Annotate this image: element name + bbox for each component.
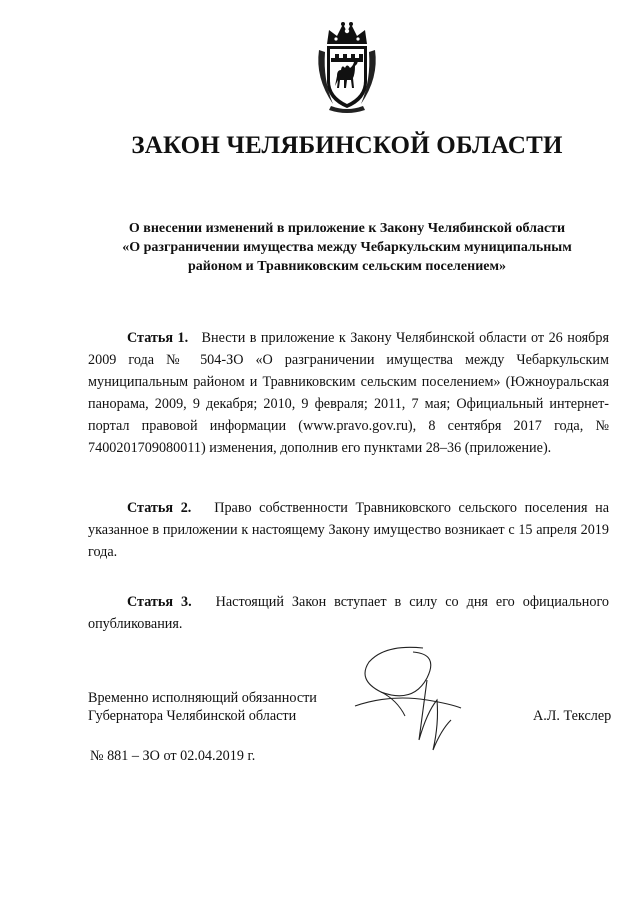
signer-position-line: Временно исполняющий обязанности — [88, 690, 317, 706]
law-number: № 881 – ЗО от 02.04.2019 г. — [90, 748, 256, 764]
subtitle-line: районом и Травниковским сельским поселением» — [187, 259, 507, 274]
article-text: Внести в приложение к Закону Челябинской области от 26 ноября 2009 года № 504-ЗО «О разграничении имущества между Чебаркульским муниципальным районом и Травниковским сельским поселением» (Южноуральская панорама, 2009, 9 декабря; 2010, 9 февраля; 2011, 7 мая; Официальный интернет-портал правовой информации (www.pravo.gov.ru), 8 сентября 2017 года, № 7400201709080011) изменения, дополнив его пунктами 28–36 (приложение). — [88, 330, 610, 456]
article-2 — [88, 497, 609, 563]
law-title: ЗАКОН ЧЕЛЯБИНСКОЙ ОБЛАСТИ — [131, 132, 563, 159]
signer-position-line: Губернатора Челябинской области — [88, 708, 297, 724]
article-label: Статья 1. — [127, 330, 189, 346]
article-3 — [88, 591, 609, 635]
subtitle-line: О внесении изменений в приложение к Закону Челябинской области — [128, 221, 566, 236]
article-1 — [88, 327, 609, 459]
article-label: Статья 3. — [127, 594, 192, 610]
law-subtitle — [100, 219, 594, 276]
handwritten-signature-icon — [335, 640, 475, 760]
signer-name: А.Л. Текслер — [533, 708, 612, 724]
signer-position — [88, 689, 317, 725]
article-text: Право собственности Травниковского сельского поселения на указанное в приложении к настоящему Закону имущество возникает с 15 апреля 2019 года. — [88, 500, 610, 560]
subtitle-line: «О разграничении имущества между Чебаркульским муниципальным — [122, 240, 572, 255]
article-text: Настоящий Закон вступает в силу со дня его официального опубликования. — [88, 594, 610, 632]
chelyabinsk-coat-of-arms-icon — [313, 20, 381, 114]
article-label: Статья 2. — [127, 500, 192, 516]
